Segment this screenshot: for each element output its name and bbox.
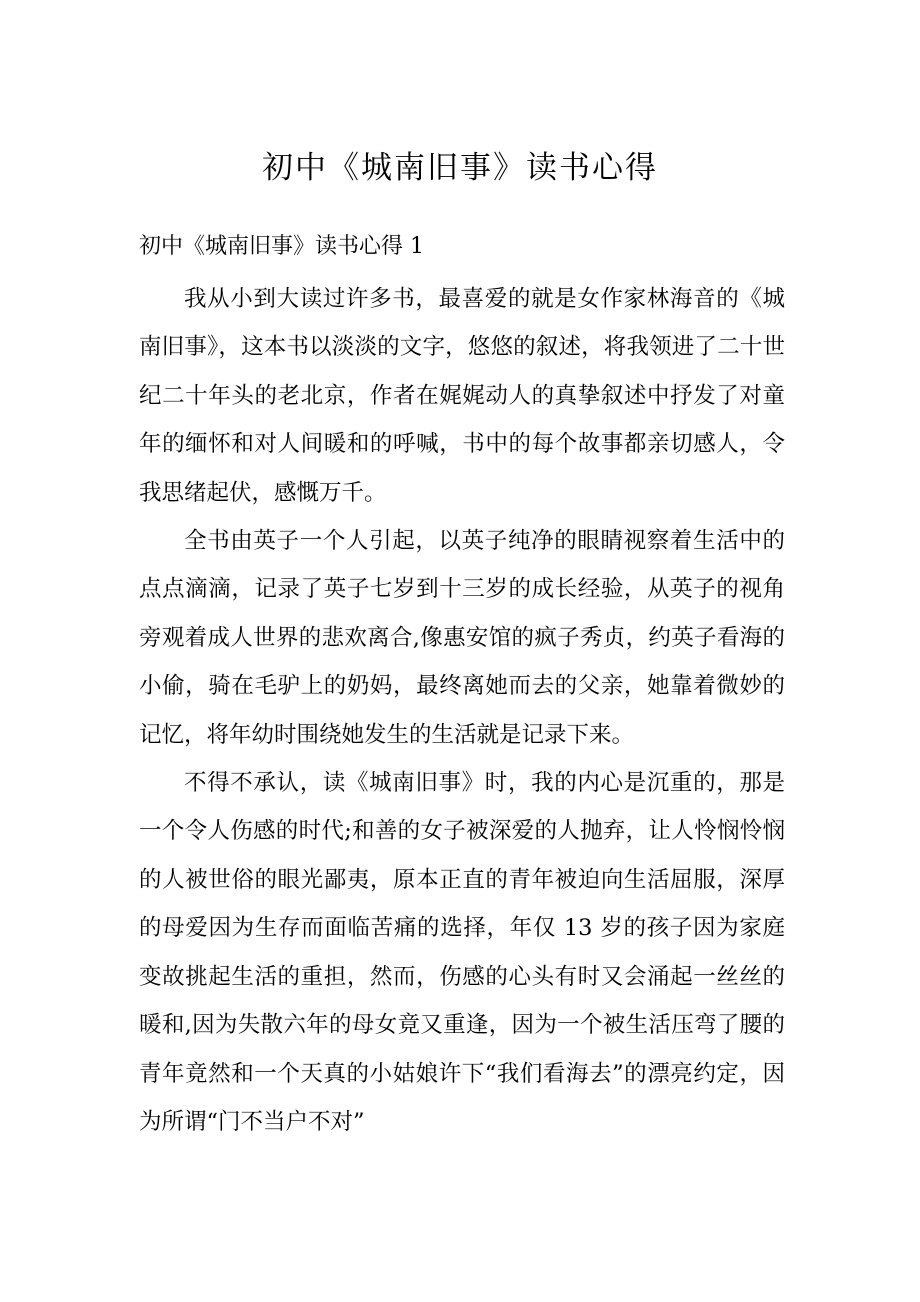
- document-body: [139, 275, 785, 1146]
- paragraph: 我从小到大读过许多书，最喜爱的就是女作家林海音的《城南旧事》，这本书以淡淡的文字，悠悠的叙述，将我领进了二十世纪二十年头的老北京，作者在娓娓动人的真挚叙述中抒发了对童年的缅怀和对人间暖和的呼喊，书中的每个故事都亲切感人，令我思绪起伏，感慨万千。: [139, 286, 785, 506]
- paragraph: 不得不承认，读《城南旧事》时，我的内心是沉重的，那是一个令人伤感的时代;和善的女子被深爱的人抛弃，让人怜悯怜悯的人被世俗的眼光鄙夷，原本正直的青年被迫向生活屈服，深厚的母爱因为生存而面临苦痛的选择，年仅 13 岁的孩子因为家庭变故挑起生活的重担，然而，伤感的心头有时又会涌起一丝丝的暖和,因为失散六年的母女竟又重逢，因为一个被生活压弯了腰的青年竟然和一个天真的小姑娘许下“我们看海去”的漂亮约定，因为所谓“门不当户不对”: [139, 770, 785, 1135]
- paragraph: 全书由英子一个人引起，以英子纯净的眼睛视察着生活中的点点滴滴，记录了英子七岁到十三岁的成长经验，从英子的视角旁观着成人世界的悲欢离合,像惠安馆的疯子秀贞，约英子看海的小偷，骑在毛驴上的奶妈，最终离她而去的父亲，她靠着微妙的记忆，将年幼时围绕她发生的生活就是记录下来。: [139, 528, 785, 748]
- document-title: 初中《城南旧事》读书心得: [262, 150, 658, 186]
- section-heading: 初中《城南旧事》读书心得 1: [139, 234, 424, 259]
